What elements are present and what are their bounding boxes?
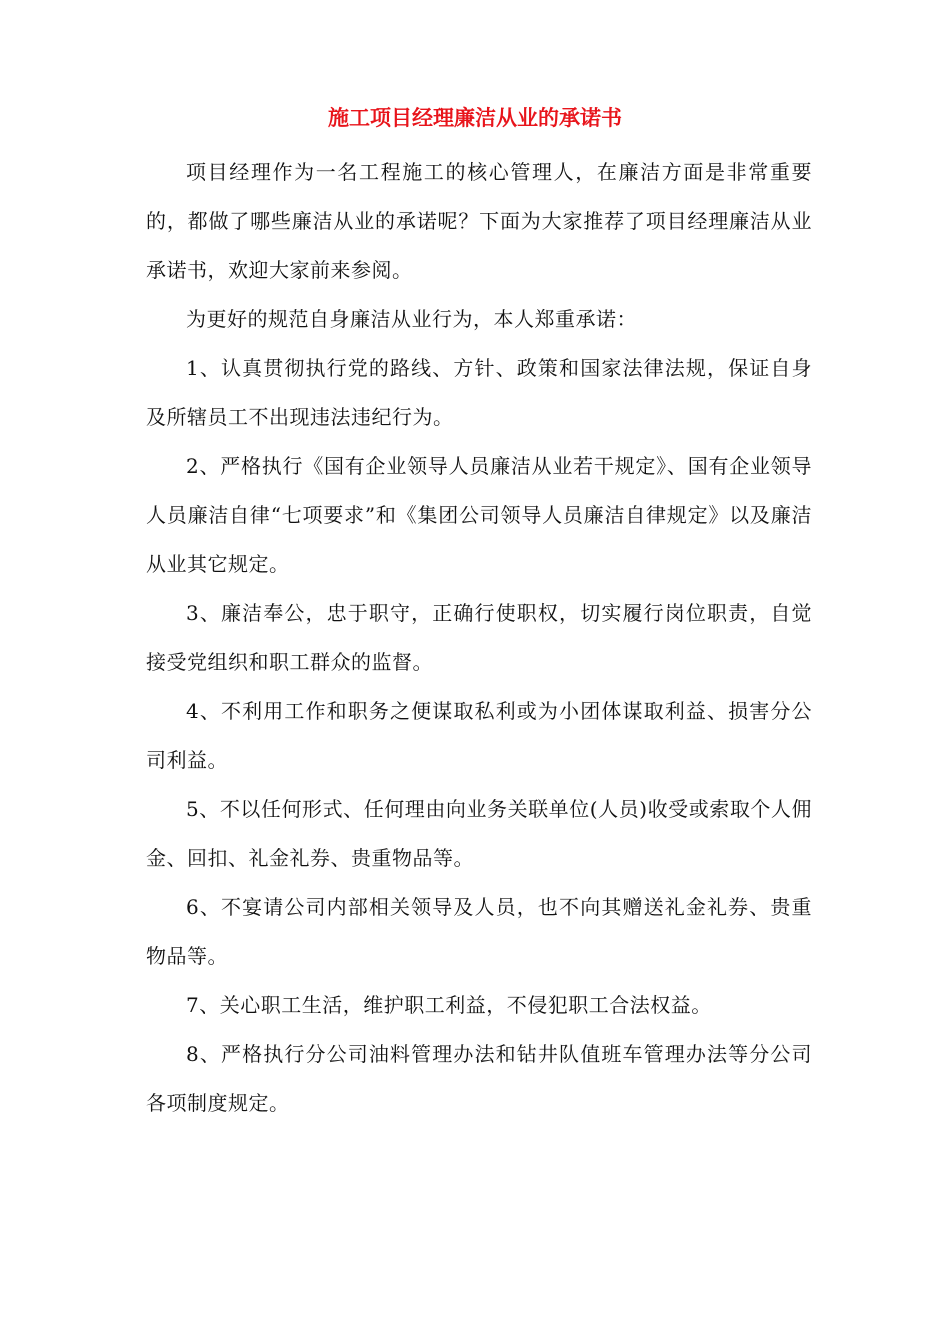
paragraph-item-3: 3、廉洁奉公，忠于职守，正确行使职权，切实履行岗位职责，自觉接受党组织和职工群众的监督。 [146,601,812,674]
document-body [146,148,812,1128]
paragraph-pledge-lead: 为更好的规范自身廉洁从业行为，本人郑重承诺： [186,307,637,331]
paragraph-item-1: 1、认真贯彻执行党的路线、方针、政策和国家法律法规，保证自身及所辖员工不出现违法违纪行为。 [146,356,812,429]
paragraph-intro: 项目经理作为一名工程施工的核心管理人，在廉洁方面是非常重要的，都做了哪些廉洁从业的承诺呢？下面为大家推荐了项目经理廉洁从业承诺书，欢迎大家前来参阅。 [146,160,812,282]
document-title: 施工项目经理廉洁从业的承诺书 [328,105,622,130]
paragraph-item-7: 7、关心职工生活，维护职工利益，不侵犯职工合法权益。 [186,993,712,1017]
paragraph-item-6: 6、不宴请公司内部相关领导及人员，也不向其赠送礼金礼券、贵重物品等。 [146,895,812,968]
paragraph-item-8: 8、严格执行分公司油料管理办法和钻井队值班车管理办法等分公司各项制度规定。 [146,1042,812,1115]
paragraph-item-4: 4、不利用工作和职务之便谋取私利或为小团体谋取利益、损害分公司利益。 [146,699,812,772]
paragraph-item-2: 2、严格执行《国有企业领导人员廉洁从业若干规定》、国有企业领导人员廉洁自律“七项要求”和《集团公司领导人员廉洁自律规定》以及廉洁从业其它规定。 [146,454,812,576]
paragraph-item-5: 5、不以任何形式、任何理由向业务关联单位(人员)收受或索取个人佣金、回扣、礼金礼券、贵重物品等。 [146,797,812,870]
